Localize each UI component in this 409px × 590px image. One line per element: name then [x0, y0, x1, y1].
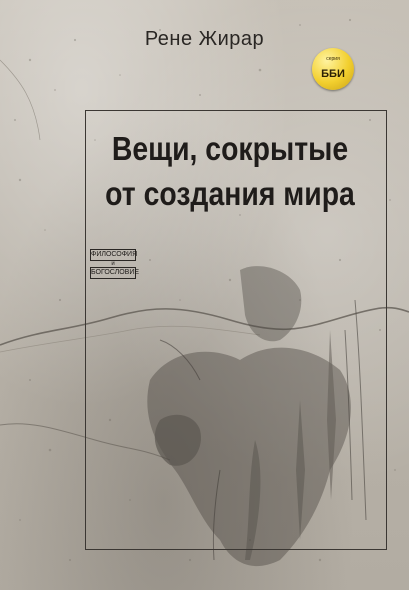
book-title: [84, 126, 376, 216]
series-label-bottom: БОГОСЛОВИЕ: [90, 267, 136, 279]
series-label: [90, 249, 140, 279]
title-line-1: Вещи, сокрытые: [111, 130, 349, 167]
badge-series-text: серия: [326, 56, 340, 62]
publisher-badge: [312, 48, 354, 90]
series-label-top: ФИЛОСОФИЯ: [90, 249, 136, 261]
author-name: Рене Жирар: [144, 28, 265, 50]
series-label-middle: и: [111, 261, 115, 267]
title-line-2: от создания мира: [105, 175, 355, 212]
badge-logo: ББИ: [321, 68, 345, 80]
